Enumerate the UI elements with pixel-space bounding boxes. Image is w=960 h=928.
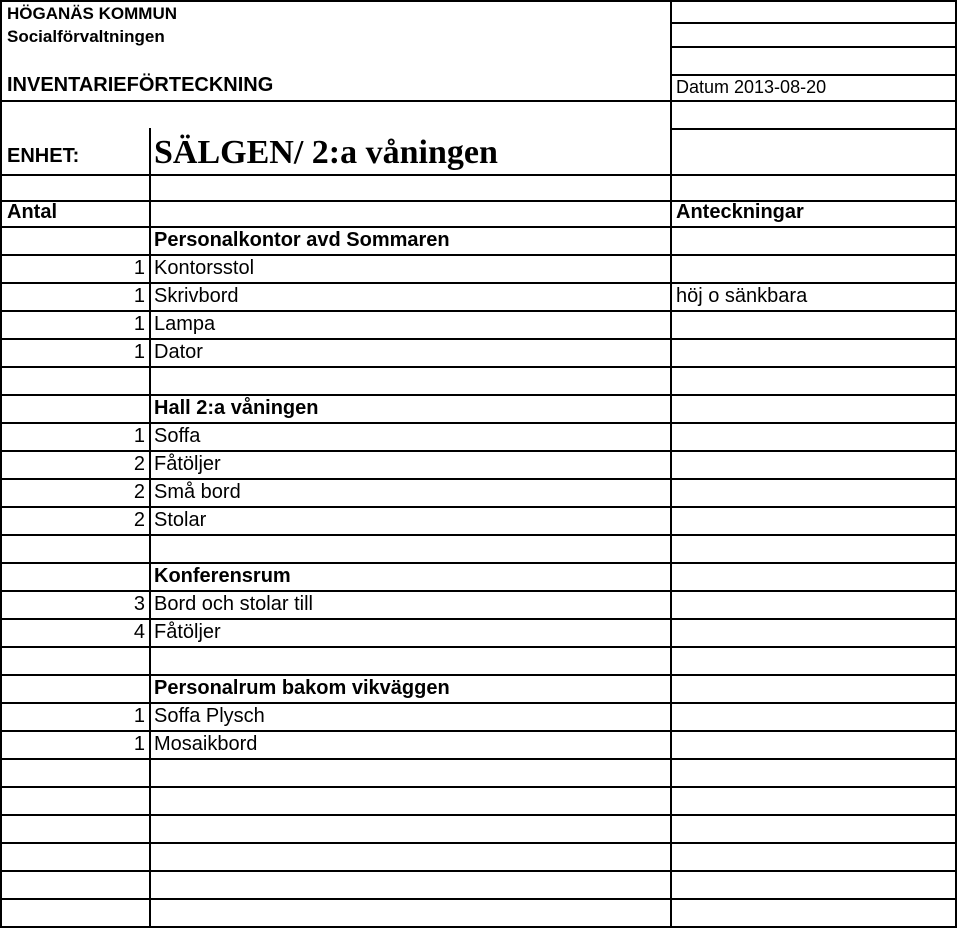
row-quantity: 1 [133,425,145,447]
grid-line [0,0,2,928]
row-item: Soffa [154,425,201,447]
row-item: Fåtöljer [154,453,221,475]
row-item: Mosaikbord [154,733,258,755]
row-quantity: 3 [133,593,145,615]
row-quantity: 2 [133,509,145,531]
row-item: Stolar [154,509,207,531]
grid-line [0,870,957,872]
grid-line [670,128,957,130]
section-heading: Hall 2:a våningen [154,397,319,419]
grid-line [0,100,672,102]
grid-line [0,674,957,676]
grid-line [670,0,672,928]
grid-line [0,786,957,788]
grid-line [670,74,957,76]
row-quantity: 1 [133,733,145,755]
grid-line [0,450,957,452]
row-quantity: 1 [133,705,145,727]
grid-line [0,422,957,424]
row-item: Fåtöljer [154,621,221,643]
row-quantity: 1 [133,285,145,307]
row-quantity: 1 [133,341,145,363]
document-title: INVENTARIEFÖRTECKNING [7,74,274,96]
grid-line [0,590,957,592]
unit-label: ENHET: [7,145,80,167]
grid-line [0,506,957,508]
grid-line [0,842,957,844]
row-item: Bord och stolar till [154,593,313,615]
grid-line [0,562,957,564]
grid-line [0,200,957,202]
row-quantity: 1 [133,257,145,279]
unit-value: SÄLGEN/ 2:a våningen [154,134,498,171]
date-label: Datum 2013-08-20 [676,77,827,97]
section-heading: Personalrum bakom vikväggen [154,677,450,699]
row-note: höj o sänkbara [676,285,808,307]
row-item: Soffa Plysch [154,705,265,727]
section-heading: Konferensrum [154,565,291,587]
grid-line [0,478,957,480]
row-item: Små bord [154,481,241,503]
grid-line [0,282,957,284]
grid-line [0,814,957,816]
row-item: Dator [154,341,203,363]
org-name: HÖGANÄS KOMMUN [7,4,177,23]
grid-line [0,254,957,256]
quantity-header: Antal [7,201,57,223]
grid-line [0,702,957,704]
grid-line [670,46,957,48]
grid-line [0,394,957,396]
grid-line [0,310,957,312]
row-item: Kontorsstol [154,257,255,279]
grid-line [670,100,957,102]
grid-line [0,366,957,368]
grid-line [0,898,957,900]
grid-line [0,758,957,760]
grid-line [0,0,957,2]
row-quantity: 1 [133,313,145,335]
grid-line [0,338,957,340]
grid-line [955,0,957,928]
grid-line [0,618,957,620]
department-name: Socialförvaltningen [7,27,165,46]
row-item: Skrivbord [154,285,239,307]
notes-header: Anteckningar [676,201,804,223]
row-quantity: 2 [133,481,145,503]
grid-line [0,534,957,536]
section-heading: Personalkontor avd Sommaren [154,229,450,251]
grid-line [670,22,957,24]
grid-line [0,174,957,176]
row-quantity: 2 [133,453,145,475]
grid-line [0,646,957,648]
grid-line [0,730,957,732]
grid-line [149,128,151,928]
row-item: Lampa [154,313,216,335]
grid-line [0,226,957,228]
row-quantity: 4 [133,621,145,643]
